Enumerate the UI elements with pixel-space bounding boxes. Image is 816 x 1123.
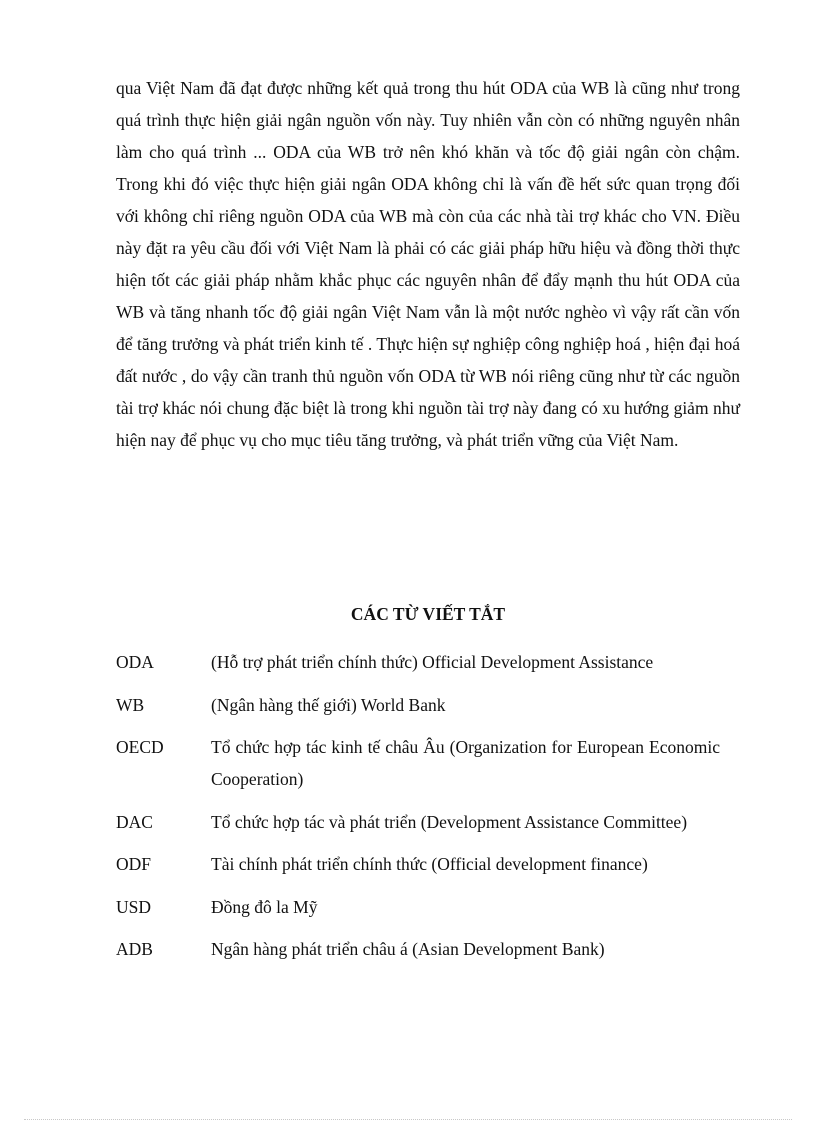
- abbreviation-row: [116, 731, 720, 795]
- abbreviation-definition: (Hỗ trợ phát triển chính thức) Official Development Assistance: [211, 652, 654, 672]
- abbreviation-definition: Ngân hàng phát triển châu á (Asian Development Bank): [211, 939, 605, 959]
- abbreviation-definition: Đồng đô la Mỹ: [211, 896, 318, 917]
- body-paragraph: qua Việt Nam đã đạt được những kết quả trong thu hút ODA của WB là cũng như trong quá trình thực hiện giải ngân nguồn vốn này. Tuy nhiên vẫn còn có những nguyên nhân làm cho quá trình ... ODA của WB trở nên khó khăn và tốc độ giải ngân còn chậm. Trong khi đó việc thực hiện giải ngân ODA không chỉ là vấn đề hết sức quan trọng đối với không chỉ riêng nguồn ODA của WB mà còn của các nhà tài trợ khác cho VN. Điều này đặt ra yêu cầu đối với Việt Nam là phải có các giải pháp hữu hiệu và đồng thời thực hiện tốt các giải pháp nhằm khắc phục các nguyên nhân để đẩy mạnh thu hút ODA của WB và tăng nhanh tốc độ giải ngân Việt Nam vẫn là một nước nghèo vì vậy rất cần vốn để tăng trưởng và phát triển kinh tế . Thực hiện sự nghiệp công nghiệp hoá , hiện đại hoá đất nước , do vậy cần tranh thủ nguồn vốn ODA từ WB nói riêng cũng như từ các nguồn tài trợ khác nói chung đặc biệt là trong khi nguồn tài trợ này đang có xu hướng giảm như hiện nay để phục vụ cho mục tiêu tăng trưởng, và phát triển vững của Việt Nam.: [116, 78, 740, 450]
- abbreviation-row: [116, 689, 720, 721]
- abbreviation-row: [116, 933, 720, 965]
- abbreviation-definition: Tài chính phát triển chính thức (Official development finance): [211, 854, 648, 874]
- abbreviation-row: [116, 891, 720, 923]
- page-bottom-rule: [24, 1119, 792, 1120]
- abbreviations-title: CÁC TỪ VIẾT TẮT: [350, 604, 506, 624]
- abbreviation-code: USD: [116, 896, 152, 917]
- abbreviations-list: [116, 646, 720, 976]
- abbreviation-row: [116, 806, 720, 838]
- abbreviation-definition: (Ngân hàng thế giới) World Bank: [211, 694, 446, 715]
- abbreviation-code: ODA: [116, 652, 154, 672]
- abbreviation-row: [116, 848, 720, 880]
- abbreviation-definition: Tổ chức hợp tác kinh tế châu Âu (Organization for European Economic Cooperation): [211, 737, 720, 789]
- abbreviation-row: [116, 646, 720, 678]
- abbreviation-code: OECD: [116, 737, 164, 757]
- abbreviation-code: WB: [116, 694, 145, 715]
- abbreviation-code: ODF: [116, 854, 152, 874]
- abbreviation-code: ADB: [116, 939, 153, 959]
- abbreviation-code: DAC: [116, 811, 153, 832]
- abbreviation-definition: Tổ chức hợp tác và phát triển (Development Assistance Committee): [211, 811, 688, 832]
